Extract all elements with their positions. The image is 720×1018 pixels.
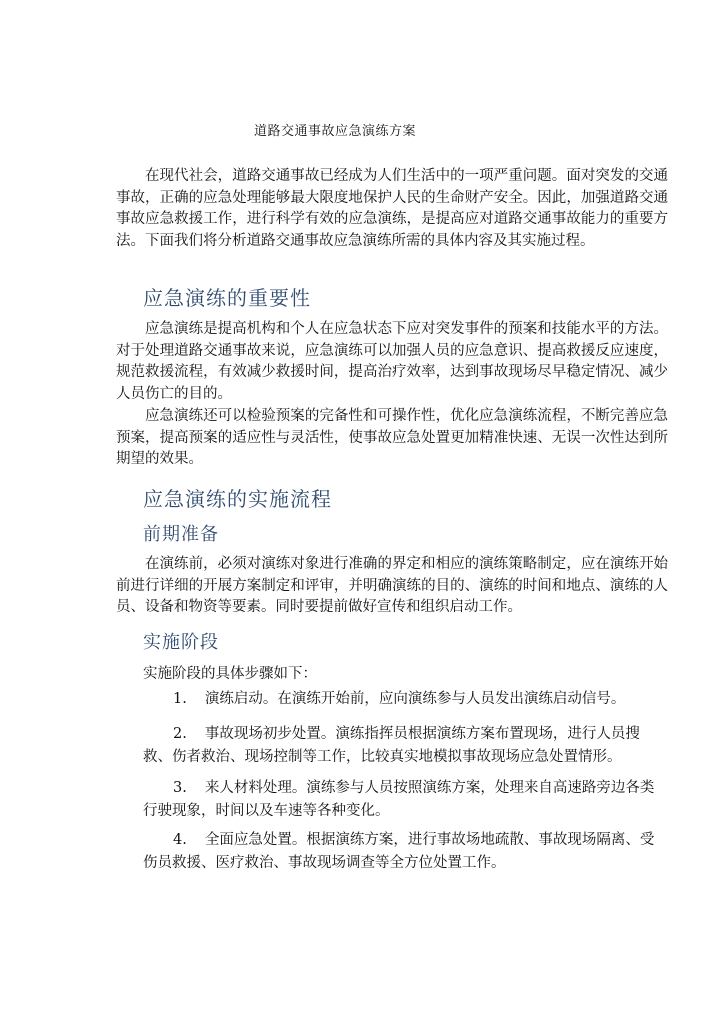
implementation-lead: 实施阶段的具体步骤如下：	[143, 666, 317, 682]
step-text: 演练启动。在演练开始前，应向演练参与人员发出演练启动信号。	[204, 691, 626, 707]
step-number: 1.	[173, 691, 187, 707]
step-text: 全面应急处置。根据演练方案，进行事故场地疏散、事故现场隔离、受伤员救援、医疗救治、事故现场调查等全方位处置工作。	[143, 832, 655, 871]
step-number: 2.	[173, 726, 187, 742]
importance-paragraph-1: 应急演练是提高机构和个人在应急状态下应对突发事件的预案和技能水平的方法。对于处理道路交通事故来说，应急演练可以加强人员的应急意识、提高救援反应速度，规范救援流程，有效减少救援时间，提高治疗效率，达到事故现场尽早稳定情况、减少人员伤亡的目的。	[116, 321, 668, 402]
step-text: 事故现场初步处置。演练指挥员根据演练方案布置现场，进行人员搜救、伤者救治、现场控制等工作，比较真实地模拟事故现场应急处置情形。	[143, 726, 640, 765]
list-item	[143, 723, 663, 769]
subsection-heading-preparation: 前期准备	[143, 524, 219, 545]
step-text: 来人材料处理。演练参与人员按照演练方案，处理来自高速路旁边各类行驶现象，时间以及车速等各种变化。	[143, 780, 655, 819]
list-item	[143, 829, 663, 875]
section-heading-importance: 应急演练的重要性	[143, 286, 311, 310]
step-number: 3.	[173, 780, 187, 796]
step-number: 4.	[173, 832, 187, 848]
section-heading-process: 应急演练的实施流程	[143, 487, 332, 511]
intro-paragraph: 在现代社会，道路交通事故已经成为人们生活中的一项严重问题。面对突发的交通事故，正确的应急处理能够最大限度地保护人民的生命财产安全。因此，加强道路交通事故应急救援工作，进行科学有效的应急演练，是提高应对道路交通事故能力的重要方法。下面我们将分析道路交通事故应急演练所需的具体内容及其实施过程。	[116, 168, 668, 249]
list-item	[143, 688, 663, 711]
subsection-heading-implementation: 实施阶段	[143, 632, 219, 653]
importance-paragraph-2: 应急演练还可以检验预案的完备性和可操作性，优化应急演练流程，不断完善应急预案，提高预案的适应性与灵活性，使事故应急处置更加精准快速、无误一次性达到所期望的效果。	[116, 408, 668, 467]
preparation-paragraph: 在演练前，必须对演练对象进行准确的界定和相应的演练策略制定，应在演练开始前进行详细的开展方案制定和评审，并明确演练的目的、演练的时间和地点、演练的人员、设备和物资等要素。同时要提前做好宣传和组织启动工作。	[116, 556, 668, 615]
document-title: 道路交通事故应急演练方案	[254, 124, 417, 139]
list-item	[143, 777, 663, 823]
